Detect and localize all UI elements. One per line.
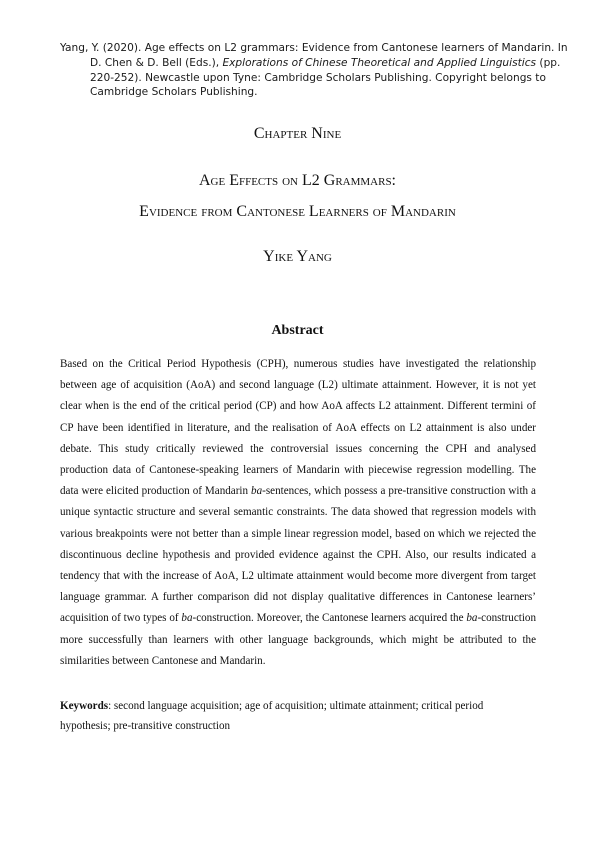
abstract-text-1: Based on the Critical Period Hypothesis (CPH), numerous studies have investigated the relationship between age of acquisition (AoA) and second language (L2) ultimate attainment. However, it is not yet clear when is the end of the critical period (CP) and how AoA affects L2 attainment. Different termini of CP have been identified in literature, and the realisation of AoA effects on L2 attainment is also under debate. This study critically reviewed the controversial issues concerning the CPH and analysed production data of Cantonese-speaking learners of Mandarin with piecewise regression modelling. The data were elicited production of Mandarin bbox=[60, 358, 536, 498]
abstract-body bbox=[60, 354, 536, 672]
chapter-label: Chapter Nine bbox=[253, 125, 342, 142]
author-name: Yike Yang bbox=[263, 248, 332, 265]
abstract-ba-term-1: ba bbox=[251, 485, 263, 498]
abstract-text-4: -construction more successfully than learners with other language backgrounds, which might be attributed to the similarities between Cantonese and Mandarin. bbox=[60, 612, 537, 667]
abstract-ba-term-2: ba bbox=[181, 612, 193, 625]
abstract-heading: Abstract bbox=[271, 323, 324, 338]
abstract-text-3: -construction. Moreover, the Cantonese learners acquired the bbox=[192, 612, 467, 625]
chapter-title-line1: Age Effects on L2 Grammars: bbox=[198, 172, 397, 189]
citation-book-title: Explorations of Chinese Theoretical and Applied Linguistics bbox=[222, 56, 537, 69]
citation-header bbox=[60, 41, 570, 100]
citation-text-part1: Yang, Y. (2020). Age effects on L2 grammars: Evidence from Cantonese learners of Mandarin. In D. Chen & D. Bell (Eds.), bbox=[60, 42, 568, 69]
abstract-ba-term-3: ba bbox=[466, 612, 478, 625]
keywords-label: Keywords bbox=[60, 700, 109, 712]
keywords-text: : second language acquisition; age of acquisition; ultimate attainment; critical period hypothesis; pre-transitive construction bbox=[60, 700, 484, 732]
chapter-title-line2: Evidence from Cantonese Learners of Mandarin bbox=[139, 203, 456, 220]
keywords bbox=[60, 697, 536, 736]
abstract-text-2: -sentences, which possess a pre-transitive construction with a unique syntactic structure and several semantic constraints. The data showed that regression models with various breakpoints were not better than a simple linear regression model, based on which we rejected the discontinuous decline hypothesis and provided evidence against the CPH. Also, our results indicated a tendency that with the increase of AoA, L2 ultimate attainment would become more divergent from target language grammar. A further comparison did not display qualitative differences in Cantonese learners’ acquisition of two types of bbox=[60, 485, 536, 625]
citation-text-part2: (pp. 220-252). Newcastle upon Tyne: Cambridge Scholars Publishing. Copyright belongs to Cambridge Scholars Publishing. bbox=[90, 56, 561, 99]
